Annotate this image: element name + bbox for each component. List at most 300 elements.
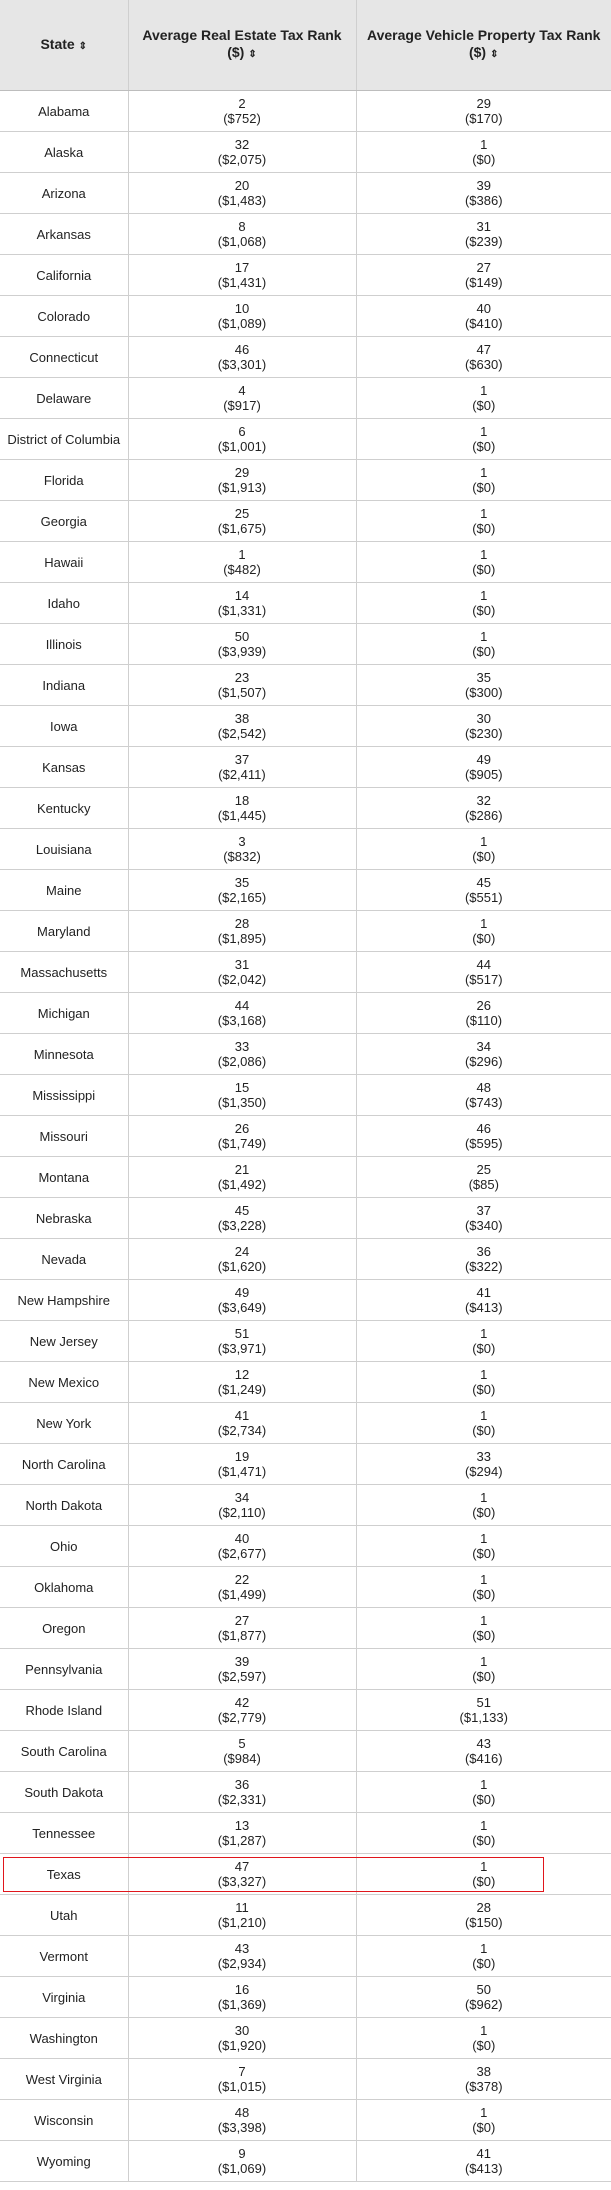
table-row	[0, 1813, 611, 1854]
real-estate-tax-cell	[128, 624, 356, 665]
vehicle-tax-cell	[356, 1608, 611, 1649]
real-estate-tax-cell	[128, 1526, 356, 1567]
vehicle-rank: 1	[480, 1654, 488, 1669]
vehicle-tax-cell	[356, 952, 611, 993]
real-estate-amount: ($2,110)	[218, 1505, 266, 1520]
vehicle-amount: ($0)	[472, 439, 496, 454]
state-cell	[0, 1526, 128, 1567]
real-estate-amount: ($1,249)	[217, 1382, 267, 1397]
state-name: Illinois	[45, 636, 82, 652]
table-row	[0, 706, 611, 747]
real-estate-amount: ($917)	[223, 398, 261, 413]
table-row	[0, 1157, 611, 1198]
vehicle-rank: 1	[480, 2023, 488, 2038]
state-name: Alabama	[38, 103, 90, 119]
vehicle-tax-cell	[356, 911, 611, 952]
real-estate-amount: ($1,895)	[217, 931, 267, 946]
vehicle-amount: ($149)	[464, 275, 503, 290]
real-estate-rank: 25	[234, 506, 250, 521]
vehicle-amount: ($322)	[464, 1259, 503, 1274]
real-estate-rank: 17	[234, 260, 250, 275]
vehicle-rank: 43	[476, 1736, 491, 1751]
state-name: Georgia	[40, 513, 87, 529]
state-name: Arizona	[41, 185, 86, 201]
state-cell	[0, 993, 128, 1034]
real-estate-tax-cell	[128, 1772, 356, 1813]
vehicle-amount: ($0)	[472, 2038, 496, 2053]
state-cell	[0, 460, 128, 501]
real-estate-amount: ($1,620)	[217, 1259, 267, 1274]
real-estate-rank: 21	[234, 1162, 250, 1177]
sort-icon[interactable]: ⇕	[78, 40, 88, 52]
real-estate-rank: 10	[234, 301, 250, 316]
vehicle-amount: ($0)	[472, 1505, 496, 1520]
state-cell	[0, 1936, 128, 1977]
real-estate-rank: 5	[238, 1736, 246, 1751]
vehicle-tax-cell	[356, 747, 611, 788]
real-estate-rank: 16	[234, 1982, 250, 1997]
table-row	[0, 1731, 611, 1772]
vehicle-tax-cell	[356, 829, 611, 870]
state-cell	[0, 829, 128, 870]
vehicle-rank: 25	[476, 1162, 491, 1177]
state-name: Colorado	[37, 308, 91, 324]
vehicle-amount: ($386)	[464, 193, 503, 208]
vehicle-tax-cell	[356, 1690, 611, 1731]
table-row	[0, 378, 611, 419]
real-estate-rank: 13	[234, 1818, 250, 1833]
real-estate-tax-cell	[128, 1403, 356, 1444]
table-row	[0, 2141, 611, 2182]
table-row	[0, 419, 611, 460]
real-estate-amount: ($2,075)	[217, 152, 267, 167]
vehicle-tax-cell	[356, 624, 611, 665]
vehicle-tax-cell	[356, 583, 611, 624]
vehicle-tax-cell	[356, 706, 611, 747]
real-estate-tax-cell	[128, 419, 356, 460]
state-cell	[0, 747, 128, 788]
vehicle-amount: ($0)	[472, 480, 496, 495]
vehicle-tax-cell	[356, 1649, 611, 1690]
state-name: Ohio	[50, 1538, 78, 1554]
vehicle-tax-cell	[356, 993, 611, 1034]
state-cell	[0, 624, 128, 665]
real-estate-tax-cell	[128, 296, 356, 337]
state-cell	[0, 214, 128, 255]
real-estate-rank: 24	[234, 1244, 250, 1259]
state-cell	[0, 583, 128, 624]
state-cell	[0, 870, 128, 911]
real-estate-tax-cell	[128, 1608, 356, 1649]
state-name: Texas	[46, 1866, 81, 1882]
vehicle-tax-cell	[356, 501, 611, 542]
vehicle-amount: ($595)	[464, 1136, 503, 1151]
state-name: Montana	[38, 1169, 90, 1185]
real-estate-amount: ($3,168)	[217, 1013, 267, 1028]
real-estate-amount: ($1,331)	[217, 603, 267, 618]
real-estate-amount: ($3,649)	[217, 1300, 267, 1315]
state-cell	[0, 1444, 128, 1485]
real-estate-rank: 43	[234, 1941, 250, 1956]
table-row	[0, 542, 611, 583]
real-estate-amount: ($1,675)	[217, 521, 267, 536]
real-estate-rank: 45	[234, 1203, 250, 1218]
real-estate-amount: ($3,971)	[217, 1341, 267, 1356]
real-estate-rank: 39	[234, 1654, 250, 1669]
table-row	[0, 2100, 611, 2141]
real-estate-amount: ($1,015)	[217, 2079, 267, 2094]
real-estate-amount: ($1,431)	[217, 275, 267, 290]
state-name: Kentucky	[37, 800, 91, 816]
vehicle-rank: 1	[480, 1777, 488, 1792]
real-estate-amount: ($2,086)	[217, 1054, 267, 1069]
real-estate-rank: 31	[234, 957, 250, 972]
state-cell	[0, 1567, 128, 1608]
vehicle-tax-cell	[356, 460, 611, 501]
state-name: Nebraska	[35, 1210, 92, 1226]
vehicle-tax-cell	[356, 132, 611, 173]
real-estate-tax-cell	[128, 1157, 356, 1198]
state-name: Rhode Island	[25, 1702, 103, 1718]
real-estate-tax-cell	[128, 1485, 356, 1526]
table-row	[0, 1977, 611, 2018]
state-cell	[0, 788, 128, 829]
real-estate-rank: 4	[238, 383, 246, 398]
state-cell	[0, 1772, 128, 1813]
vehicle-tax-cell	[356, 91, 611, 132]
vehicle-rank: 29	[476, 96, 491, 111]
state-name: Missouri	[39, 1128, 88, 1144]
real-estate-rank: 30	[234, 2023, 250, 2038]
vehicle-amount: ($300)	[464, 685, 503, 700]
vehicle-tax-cell	[356, 1485, 611, 1526]
table-body	[0, 91, 611, 2182]
real-estate-amount: ($1,749)	[217, 1136, 267, 1151]
table-row	[0, 296, 611, 337]
header-vehicle-property-tax[interactable]	[356, 0, 611, 91]
vehicle-amount: ($0)	[472, 1956, 496, 1971]
state-name: Pennsylvania	[25, 1661, 103, 1677]
state-name: West Virginia	[25, 2071, 102, 2087]
real-estate-rank: 12	[234, 1367, 250, 1382]
state-cell	[0, 1895, 128, 1936]
vehicle-rank: 32	[476, 793, 491, 808]
state-cell	[0, 501, 128, 542]
real-estate-amount: ($2,779)	[217, 1710, 267, 1725]
real-estate-rank: 26	[234, 1121, 250, 1136]
table-row	[0, 1239, 611, 1280]
state-cell	[0, 419, 128, 460]
header-state[interactable]	[0, 0, 128, 91]
vehicle-rank: 1	[480, 465, 488, 480]
real-estate-amount: ($3,301)	[217, 357, 267, 372]
real-estate-tax-cell	[128, 2059, 356, 2100]
real-estate-amount: ($3,939)	[217, 644, 267, 659]
vehicle-tax-cell	[356, 1936, 611, 1977]
vehicle-rank: 1	[480, 1367, 488, 1382]
real-estate-tax-cell	[128, 173, 356, 214]
real-estate-tax-cell	[128, 829, 356, 870]
state-name: Wisconsin	[34, 2112, 94, 2128]
vehicle-amount: ($416)	[464, 1751, 503, 1766]
vehicle-amount: ($0)	[472, 2120, 496, 2135]
vehicle-amount: ($0)	[472, 1669, 496, 1684]
vehicle-tax-cell	[356, 1321, 611, 1362]
real-estate-tax-cell	[128, 542, 356, 583]
real-estate-amount: ($1,210)	[217, 1915, 267, 1930]
state-name: Vermont	[39, 1948, 88, 1964]
vehicle-rank: 38	[476, 2064, 491, 2079]
state-cell	[0, 1116, 128, 1157]
real-estate-rank: 40	[234, 1531, 250, 1546]
vehicle-tax-cell	[356, 1362, 611, 1403]
real-estate-amount: ($1,089)	[217, 316, 267, 331]
state-cell	[0, 1854, 128, 1895]
state-name: Louisiana	[35, 841, 92, 857]
state-cell	[0, 706, 128, 747]
table-row	[0, 1485, 611, 1526]
state-cell	[0, 952, 128, 993]
header-real-estate-tax[interactable]	[128, 0, 356, 91]
real-estate-tax-cell	[128, 1198, 356, 1239]
state-name: Virginia	[42, 1989, 86, 2005]
vehicle-rank: 41	[476, 2146, 491, 2161]
real-estate-amount: ($1,483)	[217, 193, 267, 208]
state-cell	[0, 2018, 128, 2059]
state-cell	[0, 665, 128, 706]
real-estate-tax-cell	[128, 255, 356, 296]
state-name: Florida	[43, 472, 84, 488]
state-name: South Carolina	[20, 1743, 107, 1759]
table-row	[0, 1854, 611, 1895]
real-estate-rank: 18	[234, 793, 250, 808]
real-estate-rank: 7	[238, 2064, 246, 2079]
state-cell	[0, 1649, 128, 1690]
real-estate-rank: 48	[234, 2105, 250, 2120]
real-estate-amount: ($1,068)	[217, 234, 267, 249]
state-cell	[0, 911, 128, 952]
state-name: New Hampshire	[17, 1292, 110, 1308]
vehicle-tax-cell	[356, 1280, 611, 1321]
real-estate-tax-cell	[128, 1895, 356, 1936]
table-row	[0, 1280, 611, 1321]
real-estate-amount: ($1,471)	[217, 1464, 267, 1479]
vehicle-tax-cell	[356, 1772, 611, 1813]
real-estate-tax-cell	[128, 870, 356, 911]
vehicle-rank: 1	[480, 1613, 488, 1628]
real-estate-rank: 11	[235, 1900, 249, 1915]
real-estate-amount: ($1,499)	[217, 1587, 267, 1602]
state-cell	[0, 2059, 128, 2100]
vehicle-rank: 1	[480, 506, 488, 521]
real-estate-tax-cell	[128, 1977, 356, 2018]
vehicle-rank: 1	[480, 2105, 488, 2120]
vehicle-tax-cell	[356, 1239, 611, 1280]
real-estate-tax-cell	[128, 501, 356, 542]
state-cell	[0, 2100, 128, 2141]
state-cell	[0, 542, 128, 583]
state-cell	[0, 1280, 128, 1321]
table-row	[0, 132, 611, 173]
real-estate-rank: 50	[234, 629, 250, 644]
state-cell	[0, 1157, 128, 1198]
state-name: North Dakota	[25, 1497, 103, 1513]
state-name: Oklahoma	[34, 1579, 94, 1595]
vehicle-tax-cell	[356, 1034, 611, 1075]
vehicle-amount: ($0)	[472, 931, 496, 946]
real-estate-rank: 27	[234, 1613, 250, 1628]
real-estate-amount: ($1,877)	[217, 1628, 267, 1643]
vehicle-amount: ($0)	[472, 849, 496, 864]
vehicle-rank: 1	[480, 1326, 488, 1341]
real-estate-amount: ($1,287)	[217, 1833, 267, 1848]
state-cell	[0, 1403, 128, 1444]
vehicle-amount: ($905)	[464, 767, 503, 782]
state-cell	[0, 2141, 128, 2182]
table-row	[0, 1116, 611, 1157]
state-name: Alaska	[44, 144, 84, 160]
state-name: Maryland	[37, 923, 91, 939]
vehicle-amount: ($110)	[465, 1013, 503, 1028]
table-row	[0, 337, 611, 378]
vehicle-rank: 40	[476, 301, 491, 316]
vehicle-tax-cell	[356, 296, 611, 337]
state-name: New York	[36, 1415, 92, 1431]
real-estate-tax-cell	[128, 1649, 356, 1690]
vehicle-rank: 1	[480, 1531, 488, 1546]
real-estate-rank: 22	[234, 1572, 250, 1587]
vehicle-amount: ($85)	[468, 1177, 499, 1192]
state-cell	[0, 1362, 128, 1403]
state-cell	[0, 1485, 128, 1526]
real-estate-amount: ($1,350)	[217, 1095, 267, 1110]
table-row	[0, 870, 611, 911]
state-cell	[0, 296, 128, 337]
table-row	[0, 665, 611, 706]
real-estate-rank: 42	[234, 1695, 250, 1710]
table-row	[0, 952, 611, 993]
vehicle-amount: ($413)	[464, 2161, 503, 2176]
table-row	[0, 2018, 611, 2059]
vehicle-amount: ($296)	[464, 1054, 503, 1069]
state-name: Arkansas	[36, 226, 91, 242]
real-estate-rank: 34	[234, 1490, 250, 1505]
real-estate-rank: 28	[234, 916, 250, 931]
sort-icon[interactable]: ⇕	[248, 49, 257, 60]
state-cell	[0, 91, 128, 132]
vehicle-rank: 1	[480, 1572, 488, 1587]
vehicle-amount: ($0)	[472, 644, 496, 659]
vehicle-amount: ($0)	[472, 1628, 496, 1643]
vehicle-amount: ($0)	[472, 1792, 496, 1807]
real-estate-amount: ($2,597)	[217, 1669, 267, 1684]
vehicle-rank: 1	[480, 629, 488, 644]
vehicle-rank: 30	[476, 711, 491, 726]
real-estate-tax-cell	[128, 583, 356, 624]
table-row	[0, 1034, 611, 1075]
state-name: Michigan	[37, 1005, 90, 1021]
real-estate-tax-cell	[128, 788, 356, 829]
real-estate-tax-cell	[128, 1690, 356, 1731]
vehicle-tax-cell	[356, 1116, 611, 1157]
real-estate-amount: ($1,369)	[217, 1997, 267, 2012]
real-estate-tax-cell	[128, 337, 356, 378]
real-estate-rank: 29	[234, 465, 250, 480]
vehicle-amount: ($0)	[472, 521, 496, 536]
table-row	[0, 1936, 611, 1977]
real-estate-rank: 3	[238, 834, 246, 849]
real-estate-rank: 35	[234, 875, 250, 890]
real-estate-amount: ($1,001)	[217, 439, 267, 454]
table-row	[0, 993, 611, 1034]
vehicle-rank: 1	[480, 1859, 488, 1874]
real-estate-rank: 9	[238, 2146, 246, 2161]
real-estate-amount: ($2,677)	[217, 1546, 267, 1561]
vehicle-amount: ($378)	[464, 2079, 503, 2094]
state-name: New Mexico	[28, 1374, 100, 1390]
state-cell	[0, 337, 128, 378]
vehicle-rank: 1	[480, 1490, 488, 1505]
real-estate-amount: ($2,734)	[217, 1423, 267, 1438]
vehicle-amount: ($286)	[464, 808, 503, 823]
table-row	[0, 255, 611, 296]
table-row	[0, 624, 611, 665]
real-estate-amount: ($832)	[223, 849, 261, 864]
real-estate-rank: 38	[234, 711, 250, 726]
vehicle-rank: 36	[476, 1244, 491, 1259]
vehicle-tax-cell	[356, 1075, 611, 1116]
vehicle-rank: 1	[480, 916, 488, 931]
real-estate-rank: 6	[238, 424, 246, 439]
vehicle-tax-cell	[356, 1731, 611, 1772]
table-row	[0, 911, 611, 952]
table-row	[0, 1321, 611, 1362]
vehicle-amount: ($230)	[464, 726, 503, 741]
real-estate-tax-cell	[128, 378, 356, 419]
table-row	[0, 829, 611, 870]
vehicle-tax-cell	[356, 542, 611, 583]
state-name: Hawaii	[44, 554, 84, 570]
state-cell	[0, 378, 128, 419]
real-estate-rank: 51	[234, 1326, 250, 1341]
state-cell	[0, 1608, 128, 1649]
real-estate-tax-cell	[128, 1321, 356, 1362]
vehicle-rank: 1	[480, 1941, 488, 1956]
table-row	[0, 2059, 611, 2100]
sort-icon[interactable]: ⇕	[490, 49, 499, 60]
real-estate-tax-cell	[128, 2141, 356, 2182]
vehicle-rank: 50	[476, 1982, 491, 1997]
real-estate-amount: ($3,228)	[217, 1218, 267, 1233]
vehicle-rank: 48	[476, 1080, 491, 1095]
state-cell	[0, 1198, 128, 1239]
table-row	[0, 1608, 611, 1649]
vehicle-amount: ($517)	[464, 972, 503, 987]
vehicle-tax-cell	[356, 1895, 611, 1936]
real-estate-rank: 1	[238, 547, 246, 562]
state-cell	[0, 255, 128, 296]
table-row	[0, 173, 611, 214]
state-cell	[0, 1813, 128, 1854]
real-estate-rank: 2	[238, 96, 246, 111]
state-name: District of Columbia	[7, 431, 121, 447]
state-cell	[0, 132, 128, 173]
vehicle-amount: ($410)	[464, 316, 503, 331]
vehicle-tax-cell	[356, 1526, 611, 1567]
vehicle-amount: ($0)	[472, 1341, 496, 1356]
state-name: Connecticut	[29, 349, 99, 365]
real-estate-amount: ($1,069)	[217, 2161, 267, 2176]
